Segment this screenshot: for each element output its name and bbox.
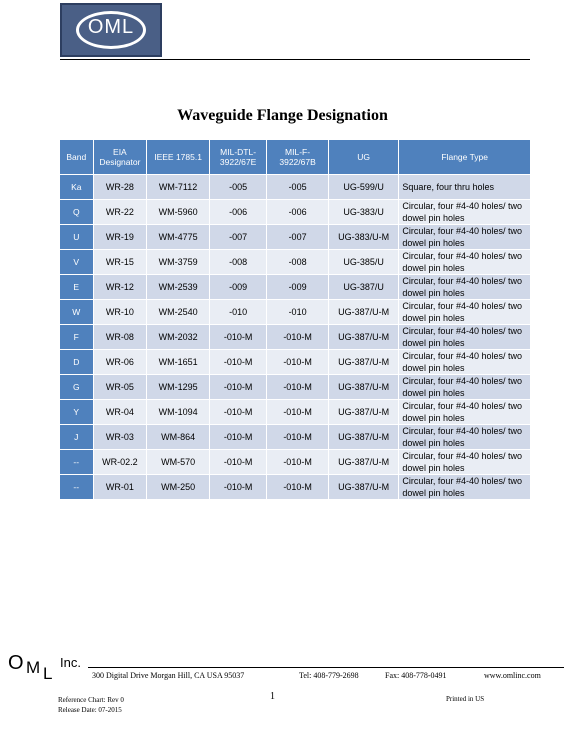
cell-band: --: [60, 475, 94, 500]
cell-band: F: [60, 325, 94, 350]
cell-mil-dtl: -005: [209, 175, 266, 200]
printed-in: Printed in US: [446, 695, 485, 703]
cell-band: J: [60, 425, 94, 450]
cell-flange-type: Circular, four #4-40 holes/ two dowel pin holes: [399, 200, 531, 225]
cell-band: Y: [60, 400, 94, 425]
cell-eia: WR-01: [93, 475, 147, 500]
cell-eia: WR-04: [93, 400, 147, 425]
cell-eia: WR-22: [93, 200, 147, 225]
cell-mil-f: -010-M: [267, 325, 329, 350]
cell-eia: WR-28: [93, 175, 147, 200]
cell-band: U: [60, 225, 94, 250]
cell-band: V: [60, 250, 94, 275]
footer-address: 300 Digital Drive Morgan Hill, CA USA 95037: [92, 671, 245, 680]
cell-ug: UG-387/U-M: [328, 300, 399, 325]
flange-table: [59, 139, 531, 500]
cell-ieee: WM-570: [147, 450, 210, 475]
cell-mil-dtl: -010-M: [209, 350, 266, 375]
cell-eia: WR-05: [93, 375, 147, 400]
cell-ieee: WM-2032: [147, 325, 210, 350]
cell-flange-type: Circular, four #4-40 holes/ two dowel pin holes: [399, 275, 531, 300]
cell-ieee: WM-1651: [147, 350, 210, 375]
cell-mil-dtl: -010-M: [209, 325, 266, 350]
cell-mil-dtl: -010-M: [209, 450, 266, 475]
cell-flange-type: Circular, four #4-40 holes/ two dowel pin holes: [399, 300, 531, 325]
cell-mil-dtl: -007: [209, 225, 266, 250]
col-header-ieee: IEEE 1785.1: [147, 140, 210, 175]
cell-ug: UG-387/U: [328, 275, 399, 300]
cell-eia: WR-10: [93, 300, 147, 325]
cell-eia: WR-12: [93, 275, 147, 300]
cell-eia: WR-08: [93, 325, 147, 350]
cell-mil-f: -010-M: [267, 475, 329, 500]
cell-mil-dtl: -010-M: [209, 400, 266, 425]
footer-brand-l: L: [43, 664, 53, 683]
col-header-flange-type: Flange Type: [399, 140, 531, 175]
col-header-mil-dtl: MIL-DTL-3922/67E: [209, 140, 266, 175]
cell-flange-type: Circular, four #4-40 holes/ two dowel pin holes: [399, 350, 531, 375]
header-divider: [60, 59, 530, 60]
cell-mil-f: -010: [267, 300, 329, 325]
cell-mil-dtl: -008: [209, 250, 266, 275]
cell-flange-type: Circular, four #4-40 holes/ two dowel pin holes: [399, 250, 531, 275]
table-row: [60, 350, 531, 375]
cell-eia: WR-02.2: [93, 450, 147, 475]
cell-flange-type: Circular, four #4-40 holes/ two dowel pin holes: [399, 225, 531, 250]
cell-mil-dtl: -010-M: [209, 425, 266, 450]
cell-ug: UG-387/U-M: [328, 350, 399, 375]
col-header-mil-f: MIL-F-3922/67B: [267, 140, 329, 175]
cell-ug: UG-387/U-M: [328, 325, 399, 350]
cell-ieee: WM-1295: [147, 375, 210, 400]
table-row: [60, 325, 531, 350]
cell-flange-type: Circular, four #4-40 holes/ two dowel pin holes: [399, 400, 531, 425]
cell-ieee: WM-864: [147, 425, 210, 450]
cell-band: G: [60, 375, 94, 400]
cell-flange-type: Square, four thru holes: [399, 175, 531, 200]
cell-ug: UG-387/U-M: [328, 425, 399, 450]
cell-ug: UG-387/U-M: [328, 375, 399, 400]
cell-flange-type: Circular, four #4-40 holes/ two dowel pin holes: [399, 425, 531, 450]
page-title: Waveguide Flange Designation: [177, 107, 388, 124]
cell-ieee: WM-4775: [147, 225, 210, 250]
col-header-eia: [93, 140, 147, 175]
cell-ug: UG-387/U-M: [328, 450, 399, 475]
table-row: [60, 225, 531, 250]
logo-text: OML: [87, 16, 135, 38]
table-row: [60, 300, 531, 325]
footer-fax: Fax: 408-778-0491: [385, 671, 447, 680]
cell-ieee: WM-2539: [147, 275, 210, 300]
cell-flange-type: Circular, four #4-40 holes/ two dowel pin holes: [399, 325, 531, 350]
cell-ug: UG-599/U: [328, 175, 399, 200]
cell-mil-f: -010-M: [267, 425, 329, 450]
table-row: [60, 175, 531, 200]
cell-mil-dtl: -010-M: [209, 375, 266, 400]
cell-eia: WR-19: [93, 225, 147, 250]
footer-website[interactable]: www.omlinc.com: [484, 671, 541, 680]
cell-mil-f: -010-M: [267, 350, 329, 375]
footer-brand-m: M: [26, 658, 41, 677]
footer-tel: Tel: 408-779-2698: [299, 671, 359, 680]
cell-mil-f: -008: [267, 250, 329, 275]
cell-ieee: WM-7112: [147, 175, 210, 200]
page-number: 1: [270, 691, 275, 702]
footer-divider: [88, 667, 564, 668]
company-logo: [60, 3, 162, 57]
cell-band: W: [60, 300, 94, 325]
cell-mil-f: -010-M: [267, 375, 329, 400]
cell-ieee: WM-5960: [147, 200, 210, 225]
table-row: [60, 450, 531, 475]
cell-mil-dtl: -010-M: [209, 475, 266, 500]
table-row: [60, 200, 531, 225]
cell-band: E: [60, 275, 94, 300]
footer-brand-o: O: [8, 652, 24, 674]
cell-band: D: [60, 350, 94, 375]
cell-mil-dtl: -009: [209, 275, 266, 300]
reference-chart: Reference Chart: Rev 0: [58, 696, 124, 704]
cell-ug: UG-387/U-M: [328, 400, 399, 425]
cell-eia: WR-15: [93, 250, 147, 275]
cell-band: Ka: [60, 175, 94, 200]
cell-ug: UG-385/U: [328, 250, 399, 275]
cell-ieee: WM-1094: [147, 400, 210, 425]
cell-mil-dtl: -006: [209, 200, 266, 225]
cell-flange-type: Circular, four #4-40 holes/ two dowel pin holes: [399, 475, 531, 500]
table-row: [60, 400, 531, 425]
cell-mil-f: -010-M: [267, 450, 329, 475]
cell-mil-f: -005: [267, 175, 329, 200]
release-date: Release Date: 07-2015: [58, 706, 122, 714]
footer-brand-inc: Inc.: [60, 655, 81, 670]
cell-mil-dtl: -010: [209, 300, 266, 325]
cell-ieee: WM-2540: [147, 300, 210, 325]
cell-flange-type: Circular, four #4-40 holes/ two dowel pin holes: [399, 375, 531, 400]
cell-flange-type: Circular, four #4-40 holes/ two dowel pin holes: [399, 450, 531, 475]
cell-mil-f: -007: [267, 225, 329, 250]
table-header-row: [60, 140, 531, 175]
table-row: [60, 275, 531, 300]
table-row: [60, 250, 531, 275]
cell-mil-f: -009: [267, 275, 329, 300]
cell-ieee: WM-3759: [147, 250, 210, 275]
col-header-ug: UG: [328, 140, 399, 175]
cell-ug: UG-383/U-M: [328, 225, 399, 250]
table-row: [60, 475, 531, 500]
cell-eia: WR-06: [93, 350, 147, 375]
col-header-band: Band: [60, 140, 94, 175]
col-header-eia-text: EIA Designator: [99, 147, 141, 167]
cell-ug: UG-383/U: [328, 200, 399, 225]
table-row: [60, 375, 531, 400]
table-row: [60, 425, 531, 450]
cell-ug: UG-387/U-M: [328, 475, 399, 500]
cell-ieee: WM-250: [147, 475, 210, 500]
cell-eia: WR-03: [93, 425, 147, 450]
cell-band: --: [60, 450, 94, 475]
cell-mil-f: -006: [267, 200, 329, 225]
cell-mil-f: -010-M: [267, 400, 329, 425]
cell-band: Q: [60, 200, 94, 225]
